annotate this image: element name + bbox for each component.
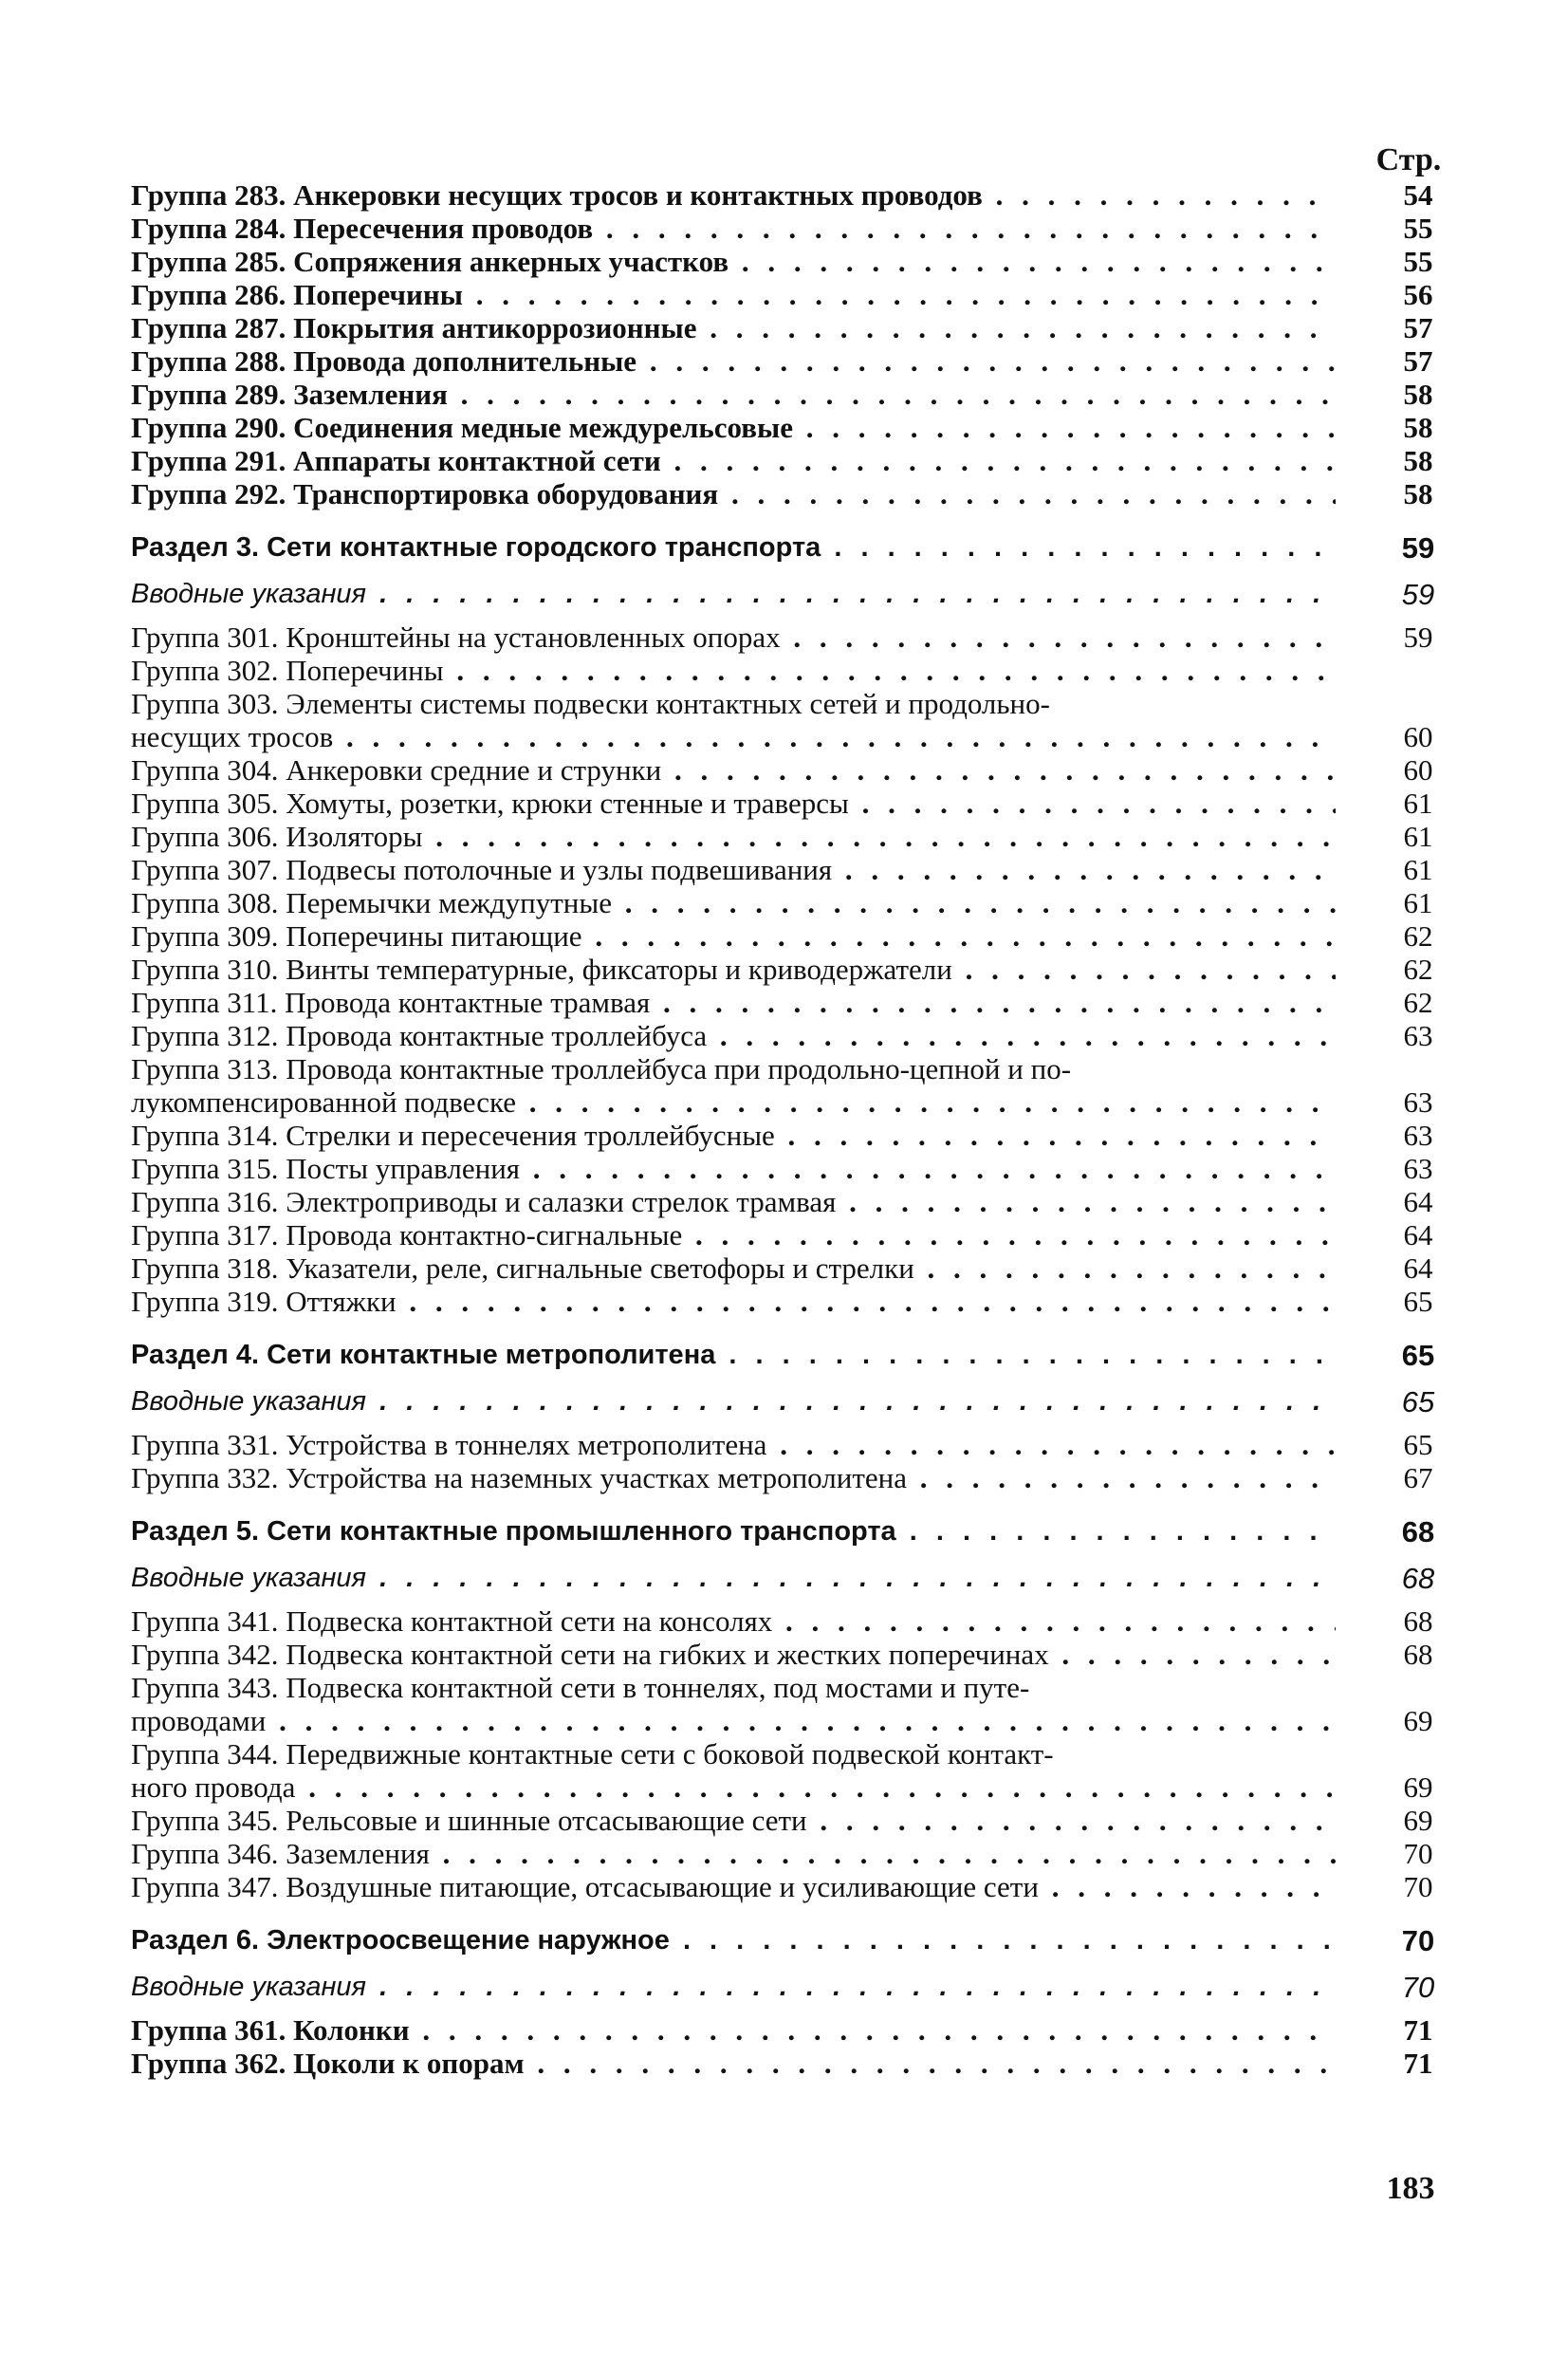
toc-page-ref: 64 (1403, 1185, 1433, 1218)
toc-entry-text: Группа 309. Поперечины питающие . . . (131, 919, 1336, 953)
toc-entry (131, 311, 1451, 344)
toc-entry (131, 919, 1451, 953)
toc-section (131, 1339, 1451, 1372)
toc-intro (131, 1971, 1451, 2004)
toc-entry-text: Группа 290. Соединения медные междурельсовые . . . (131, 411, 1336, 444)
toc-page-ref: 61 (1403, 853, 1433, 886)
toc-entry-text: Вводные указания . . . (131, 578, 1336, 611)
toc-entry (131, 1019, 1451, 1052)
toc-entry-text: Группа 341. Подвеска контактной сети на консолях . . . (131, 1604, 1336, 1638)
toc-page-ref: 65 (1401, 1385, 1435, 1418)
toc-entry-text: Группа 304. Анкеровки средние и струнки . . . (131, 753, 1336, 787)
toc-page-ref: 64 (1403, 1218, 1433, 1251)
toc-entry (131, 753, 1451, 787)
toc-entry (131, 344, 1451, 378)
toc-page-ref: 62 (1403, 986, 1433, 1019)
toc-entry-text: Группа 291. Аппараты контактной сети . . . (131, 444, 1336, 477)
toc-entry-text: Группа 319. Оттяжки . . . (131, 1285, 1336, 1318)
toc-page-ref: 59 (1401, 531, 1435, 565)
toc-section (131, 531, 1451, 565)
toc-page-ref: 67 (1403, 1461, 1433, 1494)
toc-page-ref: 65 (1403, 1285, 1433, 1318)
toc-entry-text: Группа 342. Подвеска контактной сети на гибких и жестких поперечинах . . . (131, 1638, 1336, 1671)
toc-entry-text: Раздел 4. Сети контактные метрополитена . . . (131, 1339, 1336, 1372)
toc-page-ref: 58 (1403, 378, 1433, 411)
toc-entry-text: Группа 307. Подвесы потолочные и узлы подвешивания . . . (131, 853, 1336, 886)
toc-page-ref: 64 (1403, 1251, 1433, 1285)
toc-page-ref: 69 (1403, 1770, 1433, 1804)
toc-entry (131, 278, 1451, 311)
toc-entry-text: Группа 314. Стрелки и пересечения троллейбусные . . . (131, 1119, 1336, 1152)
toc-entry-text: Группа 315. Посты управления . . . (131, 1152, 1336, 1185)
toc-page-ref: 68 (1401, 1515, 1435, 1548)
toc-page-ref: 62 (1403, 919, 1433, 953)
toc-entry-text: Группа 287. Покрытия антикоррозионные . . . (131, 311, 1336, 344)
toc-entry-text: лукомпенсированной подвеске . . . (131, 1085, 1336, 1119)
toc-entry-text: Группа 283. Анкеровки несущих тросов и контактных проводов . . . (131, 178, 1336, 212)
toc-page-ref: 55 (1403, 245, 1433, 278)
toc-entry-text: Группа 306. Изоляторы . . . (131, 820, 1336, 853)
toc-page-ref: 61 (1403, 787, 1433, 820)
toc-entry-text: Вводные указания . . . (131, 1385, 1336, 1418)
toc-entry-text: Группа 308. Перемычки междупутные . . . (131, 886, 1336, 919)
toc-entry (131, 378, 1451, 411)
toc-entry-text: Группа 303. Элементы системы подвески контактных сетей и продольно- (131, 687, 1050, 720)
toc-entry-text: несущих тросов . . . (131, 720, 1336, 753)
toc-page-ref: 57 (1403, 311, 1433, 344)
toc-entry-text: Группа 345. Рельсовые и шинные отсасывающие сети . . . (131, 1804, 1336, 1837)
toc-entry (131, 953, 1451, 986)
toc-page-ref: 71 (1403, 2013, 1433, 2047)
toc-entry-text: Группа 284. Пересечения проводов . . . (131, 212, 1336, 245)
toc-entry (131, 621, 1451, 654)
toc-page-ref: 59 (1403, 621, 1433, 654)
toc-entry-text: Группа 301. Кронштейны на установленных опорах . . . (131, 621, 1336, 654)
toc-page-ref: 65 (1403, 1428, 1433, 1461)
toc-page-ref: 63 (1403, 1085, 1433, 1119)
toc-section (131, 1924, 1451, 1957)
toc-page-ref: 71 (1403, 2047, 1433, 2080)
toc-page-ref: 70 (1403, 1837, 1433, 1870)
toc-entry-text: Группа 318. Указатели, реле, сигнальные светофоры и стрелки . . . (131, 1251, 1336, 1285)
toc-entry-text: Группа 346. Заземления . . . (131, 1837, 1336, 1870)
toc-page-ref: 65 (1401, 1339, 1435, 1372)
toc-entry-text: Вводные указания . . . (131, 1971, 1336, 2004)
toc-entry-text: Группа 310. Винты температурные, фиксаторы и криводержатели . . . (131, 953, 1336, 986)
toc-entry-text: Группа 347. Воздушные питающие, отсасывающие и усиливающие сети . . . (131, 1870, 1336, 1903)
toc-entry-text: Группа 285. Сопряжения анкерных участков . . . (131, 245, 1336, 278)
toc-entry (131, 687, 1451, 753)
toc-entry-text: Вводные указания . . . (131, 1562, 1336, 1595)
toc-entry (131, 787, 1451, 820)
toc-entry (131, 1218, 1451, 1251)
toc-page-ref: 60 (1403, 720, 1433, 753)
toc-entry (131, 986, 1451, 1019)
toc-entry-text: Группа 331. Устройства в тоннелях метрополитена . . . (131, 1428, 1336, 1461)
toc-page-ref: 70 (1401, 1971, 1435, 2004)
toc-entry-text: Группа 302. Поперечины . . . (131, 654, 1336, 687)
toc-entry-text: Группа 332. Устройства на наземных участках метрополитена . . . (131, 1461, 1336, 1494)
toc-page-ref: 55 (1403, 212, 1433, 245)
toc-entry-text: Группа 344. Передвижные контактные сети с боковой подвеской контакт- (131, 1737, 1054, 1770)
toc-entry (131, 477, 1451, 510)
toc-entry-text: Группа 316. Электроприводы и салазки стрелок трамвая . . . (131, 1185, 1336, 1218)
toc-entry (131, 1638, 1451, 1671)
toc-page-ref: 68 (1403, 1604, 1433, 1638)
toc-entry-text: Группа 343. Подвеска контактной сети в тоннелях, под мостами и путе- (131, 1671, 1030, 1704)
toc-entry-text: Раздел 6. Электроосвещение наружное . . . (131, 1924, 1336, 1957)
toc-entry (131, 1737, 1451, 1804)
toc-entry (131, 1285, 1451, 1318)
toc-page-ref: 69 (1403, 1704, 1433, 1737)
toc-page-ref: 63 (1403, 1119, 1433, 1152)
toc-entry (131, 820, 1451, 853)
toc-intro (131, 578, 1451, 611)
toc-entry (131, 2013, 1451, 2047)
toc-entry-text: Группа 288. Провода дополнительные . . . (131, 344, 1336, 378)
toc-page-ref: 54 (1403, 178, 1433, 212)
toc-entry-text: Раздел 3. Сети контактные городского транспорта . . . (131, 531, 1336, 565)
toc-page-ref: 61 (1403, 886, 1433, 919)
toc-entry-text: проводами . . . (131, 1704, 1336, 1737)
toc-entry-text: Группа 361. Колонки . . . (131, 2013, 1336, 2047)
toc-entry (131, 245, 1451, 278)
toc-page-ref: 70 (1403, 1870, 1433, 1903)
toc-page-ref: 68 (1401, 1562, 1435, 1595)
toc-intro (131, 1562, 1451, 1595)
toc-entry (131, 178, 1451, 212)
toc-page-ref: 61 (1403, 820, 1433, 853)
toc-entry (131, 886, 1451, 919)
toc-page-ref: 59 (1401, 578, 1435, 611)
toc-page-ref: 69 (1403, 1804, 1433, 1837)
toc-page-ref: 56 (1403, 278, 1433, 311)
toc-entry-text: Группа 317. Провода контактно-сигнальные . . . (131, 1218, 1336, 1251)
page-number: 183 (1386, 2171, 1435, 2206)
toc-entry (131, 1428, 1451, 1461)
toc-entry-text: Раздел 5. Сети контактные промышленного транспорта . . . (131, 1515, 1336, 1548)
toc-entry (131, 1461, 1451, 1494)
toc-entry (131, 853, 1451, 886)
toc-entry-text: ного провода . . . (131, 1770, 1336, 1804)
toc-page-ref: 63 (1403, 1019, 1433, 1052)
toc-entry (131, 411, 1451, 444)
toc-entry (131, 1870, 1451, 1903)
toc-entry (131, 444, 1451, 477)
toc-page-ref: 58 (1403, 411, 1433, 444)
toc-page-ref: 60 (1403, 753, 1433, 787)
toc-entry (131, 1837, 1451, 1870)
toc-entry (131, 1152, 1451, 1185)
toc-entry-text: Группа 286. Поперечины . . . (131, 278, 1336, 311)
toc-page-ref: 58 (1403, 444, 1433, 477)
toc-entry (131, 1251, 1451, 1285)
toc-entry-text: Группа 312. Провода контактные троллейбуса . . . (131, 1019, 1336, 1052)
toc-section (131, 1515, 1451, 1548)
toc-page-ref: 68 (1403, 1638, 1433, 1671)
toc-entry (131, 2047, 1451, 2080)
toc-entry (131, 1185, 1451, 1218)
toc-entry (131, 1804, 1451, 1837)
toc-entry (131, 212, 1451, 245)
toc-entry-text: Группа 313. Провода контактные троллейбуса при продольно-цепной и по- (131, 1052, 1072, 1085)
toc-page-ref: 70 (1401, 1924, 1435, 1957)
table-of-contents (131, 178, 1451, 2080)
toc-entry-text: Группа 311. Провода контактные трамвая . . . (131, 986, 1336, 1019)
toc-entry-text: Группа 362. Цоколи к опорам . . . (131, 2047, 1336, 2080)
toc-page-ref: 57 (1403, 344, 1433, 378)
toc-entry (131, 654, 1451, 687)
toc-page-ref: 62 (1403, 953, 1433, 986)
toc-entry (131, 1604, 1451, 1638)
toc-entry (131, 1052, 1451, 1119)
toc-entry-text: Группа 292. Транспортировка оборудования . . . (131, 477, 1336, 510)
toc-intro (131, 1385, 1451, 1418)
toc-page-ref: 63 (1403, 1152, 1433, 1185)
page-column-header: Стр. (1375, 142, 1442, 177)
toc-entry (131, 1671, 1451, 1737)
toc-entry-text: Группа 289. Заземления . . . (131, 378, 1336, 411)
toc-page-ref: 58 (1403, 477, 1433, 510)
toc-entry-text: Группа 305. Хомуты, розетки, крюки стенные и траверсы . . . (131, 787, 1336, 820)
toc-entry (131, 1119, 1451, 1152)
